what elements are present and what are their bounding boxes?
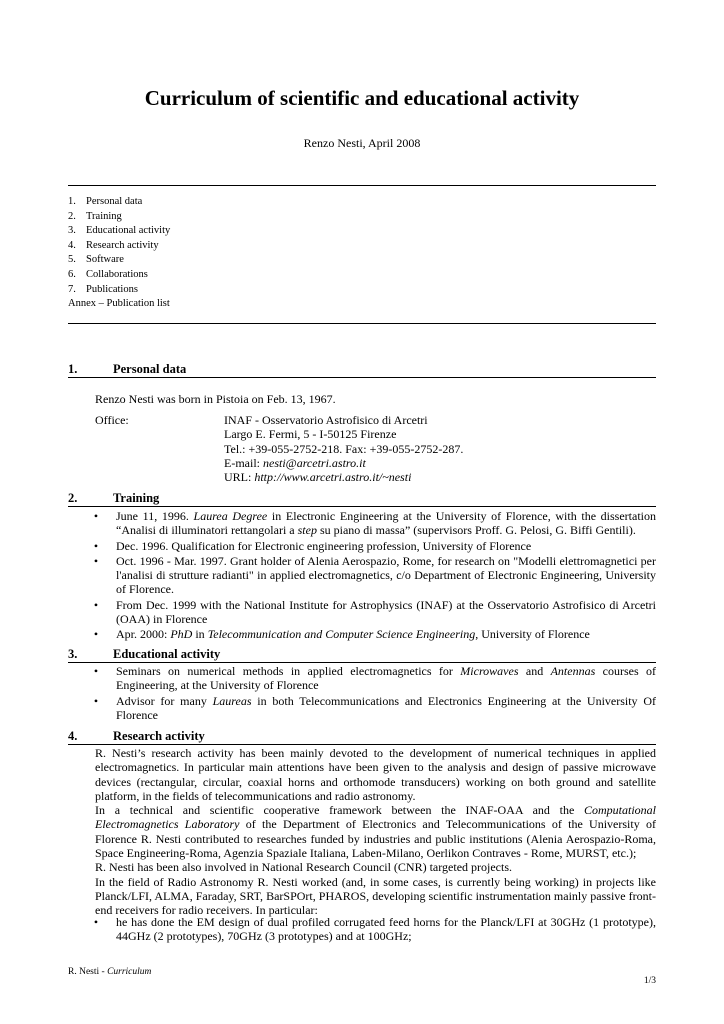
section-heading-personal xyxy=(68,362,656,378)
list-item: • June 11, 1996. Laurea Degree in Electronic Engineering at the University of Florence, with the dissertation “Analisi di illuminatori rettangolari a step su piano di massa” (supervisors Proff. G. Pelosi, G. Biffi Gentili). xyxy=(90,509,656,538)
toc-item: 7. Publications xyxy=(68,283,138,295)
office-line: Tel.: +39-055-2752-218. Fax: +39-055-2752-287. xyxy=(224,441,464,456)
research-list xyxy=(90,915,656,945)
section-number: 1. xyxy=(68,362,78,376)
toc-item: 4. Research activity xyxy=(68,239,159,251)
email-link[interactable]: nesti@arcetri.astro.it xyxy=(263,455,366,470)
toc-bottom-divider xyxy=(68,323,656,324)
url-link[interactable]: http://www.arcetri.astro.it/~nesti xyxy=(254,470,412,485)
section-heading-educational xyxy=(68,647,656,663)
research-body xyxy=(95,746,656,918)
page-number: 1/3 xyxy=(643,976,656,986)
bullet-icon: • xyxy=(93,509,99,523)
toc-item: 2. Training xyxy=(68,210,122,222)
list-item: • From Dec. 1999 with the National Institute for Astrophysics (INAF) at the Osservatorio Astrofisico di Arcetri (OAA) in Florence xyxy=(90,598,656,627)
bullet-icon: • xyxy=(93,915,99,929)
training-list xyxy=(90,509,656,643)
author-date-line: Renzo Nesti, April 2008 xyxy=(303,136,421,150)
section-title: Research activity xyxy=(113,729,205,743)
toc-item: 5. Software xyxy=(68,254,124,266)
section-heading-training xyxy=(68,491,656,507)
section-heading-research xyxy=(68,729,656,745)
list-item: • Advisor for many Laureas in both Telecommunications and Electronics Engineering at the University Of Florence xyxy=(90,694,656,723)
educational-list xyxy=(90,664,656,723)
office-label: Office: xyxy=(95,413,129,427)
bullet-icon: • xyxy=(93,538,99,553)
list-item: • he has done the EM design of dual profiled corrugated feed horns for the Planck/LFI at 30GHz (1 prototype), 44GHz (2 prototypes), 70GHz (3 prototypes) and at 100GHz; xyxy=(90,915,656,944)
paragraph: R. Nesti’s research activity has been mainly devoted to the development of numerical techniques in applied electromagnetics. In particular main attentions have been given to the analysis and design of passive microwave devices (rectangular, circular, coaxial horns and orthomode transducers) working on both ground and satellite platform, in the fields of telecommunications and radio astronomy. xyxy=(95,746,656,803)
list-item: • Apr. 2000: PhD in Telecommunication and Computer Science Engineering, University of Florence xyxy=(90,627,656,641)
toc-item: 6. Collaborations xyxy=(68,268,148,280)
document-title: Curriculum of scientific and educational activity xyxy=(144,86,580,110)
section-title: Training xyxy=(113,491,160,505)
footer-author: R. Nesti - Curriculum xyxy=(68,967,152,977)
top-divider xyxy=(68,185,656,186)
paragraph: In the field of Radio Astronomy R. Nesti worked (and, in some cases, is currently being working) in projects like Planck/LFI, ALMA, Faraday, SRT, BarSPOrt, PHAROS, developing scientific instrumentation mainly passive front-end receivers for radio receivers. In particular: xyxy=(95,874,656,918)
section-number: 3. xyxy=(68,647,78,661)
list-item: • Oct. 1996 - Mar. 1997. Grant holder of Alenia Aerospazio, Rome, for research on "Modelli elettromagnetici per l'analisi di strutture radianti" in applied electromagnetics, c/o Department of Electronic Engineering, University of Florence. xyxy=(90,554,656,597)
list-item: • Seminars on numerical methods in applied electromagnetics for Microwaves and Antennas courses of Engineering, at the University of Florence xyxy=(90,664,656,693)
section-number: 4. xyxy=(68,729,78,743)
birth-info: Renzo Nesti was born in Pistoia on Feb. 13, 1967. xyxy=(95,392,336,406)
toc-annex: Annex – Publication list xyxy=(68,298,170,310)
office-line: Largo E. Fermi, 5 - I-50125 Firenze xyxy=(224,427,397,442)
office-line: INAF - Osservatorio Astrofisico di Arcetri xyxy=(224,413,428,427)
bullet-icon: • xyxy=(93,664,99,678)
paragraph: R. Nesti has been also involved in National Research Council (CNR) targeted projects. xyxy=(95,860,513,875)
office-address xyxy=(224,413,624,484)
bullet-icon: • xyxy=(93,553,99,568)
section-number: 2. xyxy=(68,491,78,505)
url-line: URL: http://www.arcetri.astro.it/~nesti xyxy=(224,470,412,485)
email-line: E-mail: nesti@arcetri.astro.it xyxy=(224,455,366,470)
toc-item: 1. Personal data xyxy=(68,196,143,207)
table-of-contents xyxy=(68,195,170,312)
toc-item: 3. Educational activity xyxy=(68,225,171,237)
bullet-icon: • xyxy=(93,693,99,708)
paragraph: In a technical and scientific cooperative framework between the INAF-OAA and the Computational Electromagnetics Laboratory of the Department of Electronics and Telecommunications of the University of Florence R. Nesti contributed to researches funded by industries and public institutions (Alenia Aerospazio-Roma, Space Engineering-Roma, Agenzia Spaziale Italiana, Laben-Milano, Oerlikon Contraves - Rome, MURST, etc.); xyxy=(95,803,656,861)
section-title: Educational activity xyxy=(113,647,221,661)
bullet-icon: • xyxy=(93,597,99,612)
section-title: Personal data xyxy=(113,362,187,376)
bullet-icon: • xyxy=(93,627,99,642)
list-item: • Dec. 1996. Qualification for Electronic engineering profession, University of Florence xyxy=(90,539,656,553)
